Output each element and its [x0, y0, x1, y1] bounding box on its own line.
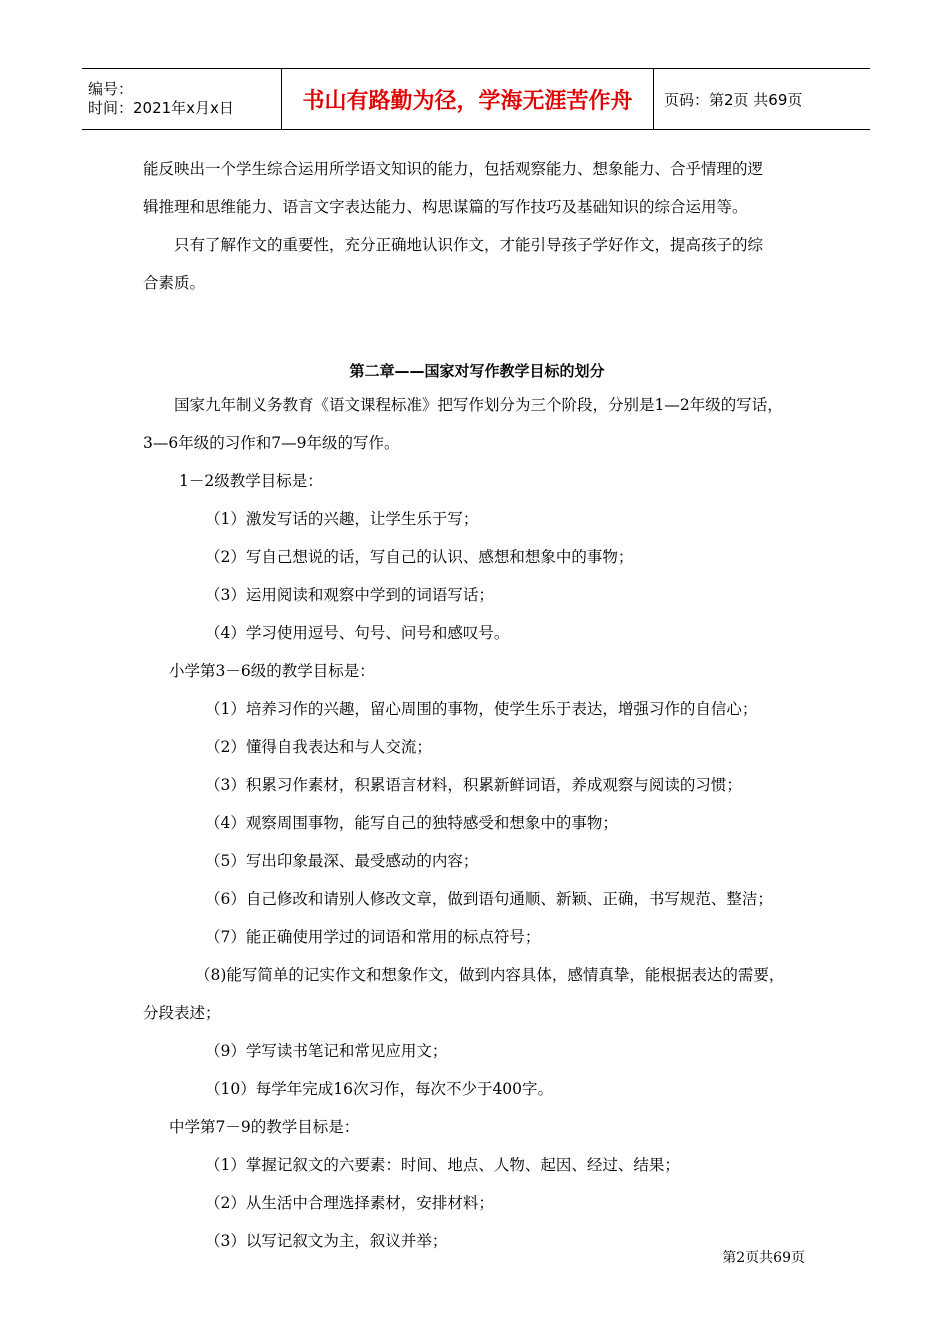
page-content	[143, 150, 811, 1260]
grade-1-2-item: （3）运用阅读和观察中学到的词语写话；	[205, 586, 494, 604]
grade-1-2-item: （2）写自己想说的话，写自己的认识、感想和想象中的事物；	[205, 548, 634, 566]
document-number-label: 编号：	[88, 80, 134, 98]
grade-7-9-heading: 中学第7－9的教学目标是：	[169, 1118, 360, 1136]
grade-1-2-heading: 1－2级教学目标是：	[179, 472, 323, 490]
grade-3-6-item: （1）培养习作的兴趣，留心周围的事物，使学生乐于表达，增强习作的自信心；	[205, 700, 758, 718]
document-time-label: 时间：2021年x月x日	[88, 99, 234, 117]
grade-3-6-item: （6）自己修改和请别人修改文章，做到语句通顺、新颖、正确，书写规范、整洁；	[205, 890, 773, 908]
grade-3-6-item: （7）能正确使用学过的词语和常用的标点符号；	[205, 928, 541, 946]
grade-7-9-item: （1）掌握记叙文的六要素：时间、地点、人物、起因、经过、结果；	[205, 1156, 680, 1174]
grade-3-6-heading: 小学第3－6级的教学目标是：	[169, 662, 375, 680]
grade-3-6-item-8-line-2: 分段表述；	[143, 1004, 221, 1022]
grade-3-6-item: （9）学写读书笔记和常见应用文；	[205, 1042, 448, 1060]
stage-paragraph-line-2: 3—6年级的习作和7—9年级的写作。	[143, 434, 400, 452]
intro-paragraph-2-line-1: 只有了解作文的重要性，充分正确地认识作文，才能引导孩子学好作文，提高孩子的综	[174, 236, 764, 254]
grade-3-6-item-8-line-1: （8)能写简单的记实作文和想象作文，做到内容具体，感情真挚，能根据表达的需要，	[195, 966, 785, 984]
header-table	[82, 68, 870, 130]
header-page-code: 页码：第2页 共69页	[664, 90, 803, 109]
header-meta	[82, 69, 282, 129]
intro-paragraph-2-line-2: 合素质。	[143, 274, 206, 292]
grade-1-2-item: （4）学习使用逗号、句号、问号和感叹号。	[205, 624, 510, 642]
page-footer: 第2页共69页	[722, 1250, 805, 1266]
grade-3-6-item: （5）写出印象最深、最受感动的内容；	[205, 852, 479, 870]
header-motto: 书山有路勤为径，学海无涯苦作舟	[282, 69, 654, 129]
grade-3-6-item: （4）观察周围事物，能写自己的独特感受和想象中的事物；	[205, 814, 618, 832]
stage-paragraph-line-1: 国家九年制义务教育《语文课程标准》把写作划分为三个阶段，分别是1—2年级的写话，	[174, 396, 783, 414]
grade-3-6-item: （10）每学年完成16次习作，每次不少于400字。	[205, 1080, 554, 1098]
grade-7-9-item: （2）从生活中合理选择素材，安排材料；	[205, 1194, 494, 1212]
intro-line-1: 能反映出一个学生综合运用所学语文知识的能力，包括观察能力、想象能力、合乎情理的逻	[143, 160, 764, 178]
grade-1-2-item: （1）激发写话的兴趣，让学生乐于写；	[205, 510, 479, 528]
grade-3-6-item: （2）懂得自我表达和与人交流；	[205, 738, 432, 756]
chapter-title: 第二章——国家对写作教学目标的划分	[349, 362, 605, 380]
intro-line-2: 辑推理和思维能力、语言文字表达能力、构思谋篇的写作技巧及基础知识的综合运用等。	[143, 198, 748, 216]
grade-7-9-item: （3）以写记叙文为主，叙议并举；	[205, 1232, 448, 1250]
grade-3-6-item: （3）积累习作素材，积累语言材料，积累新鲜词语，养成观察与阅读的习惯；	[205, 776, 742, 794]
